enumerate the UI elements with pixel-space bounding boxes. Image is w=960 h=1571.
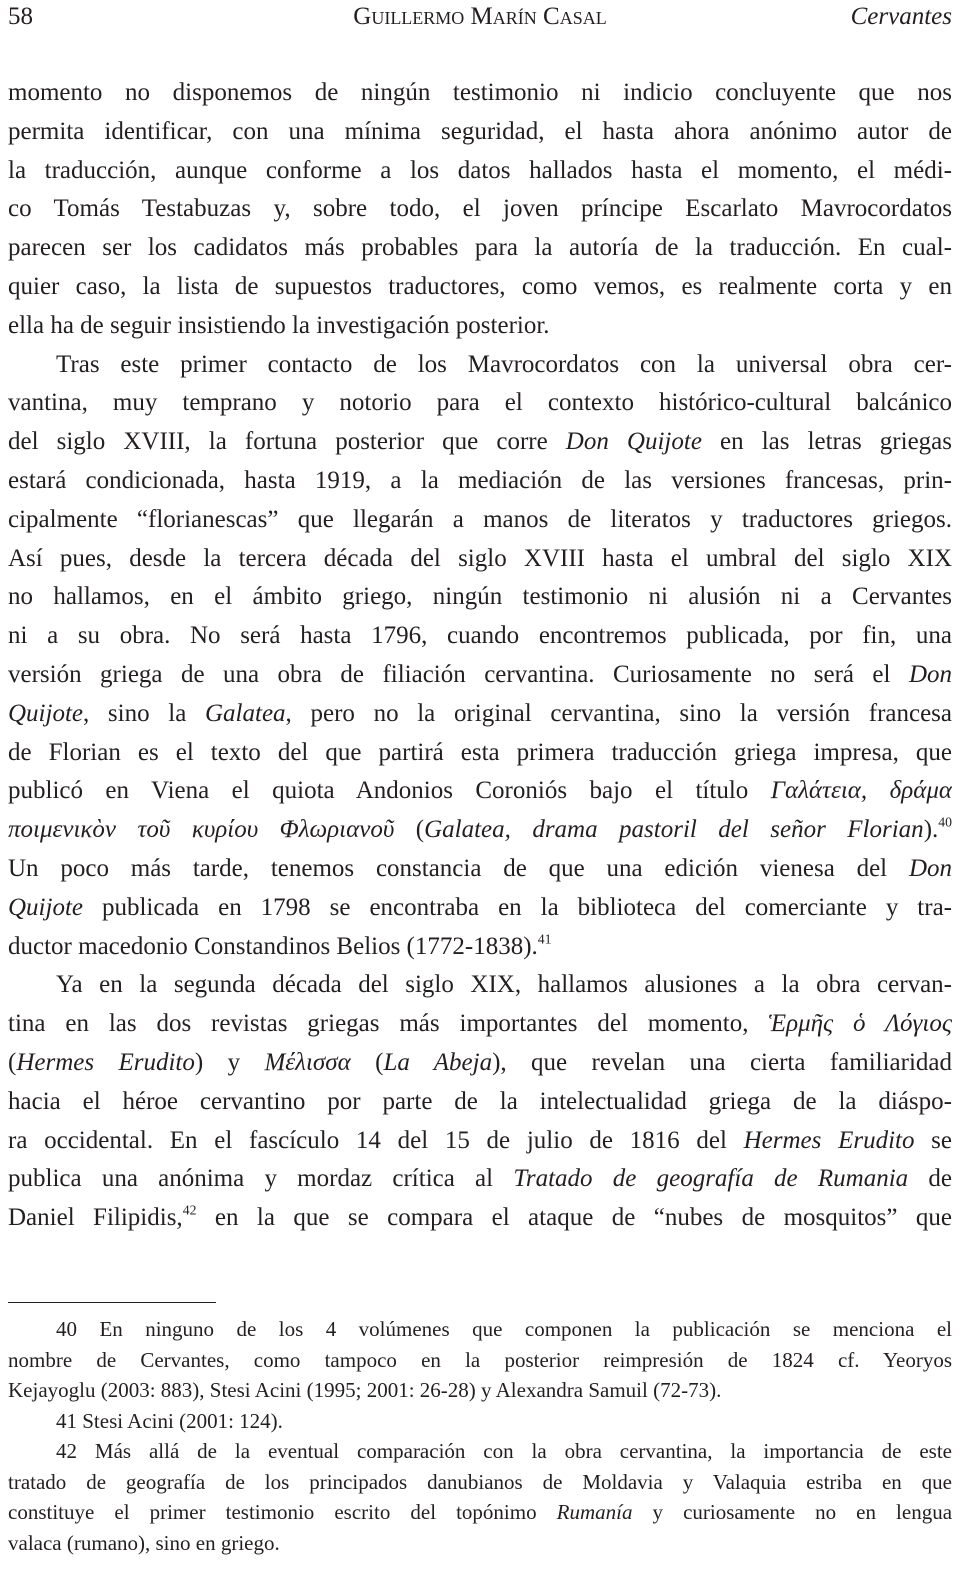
italic-title: Don xyxy=(908,854,952,882)
text-line: vantina, muy temprano y notorio para el contexto histórico-cultural balcánico xyxy=(8,389,952,417)
italic-title: Galatea xyxy=(205,699,286,727)
footnote-divider xyxy=(8,1302,216,1303)
footnote-line: 40 En ninguno de los 4 volúmenes que componen la publicación se menciona el xyxy=(56,1317,952,1341)
footnote-line: valaca (rumano), sino en griego. xyxy=(8,1530,280,1555)
text-line: parecen ser los cadidatos más probables para la autoría de la traducción. En cual- xyxy=(8,234,952,262)
footnote-ref[interactable]: 42 xyxy=(182,1202,197,1218)
running-author: Guillermo Marín Casal xyxy=(353,3,607,30)
italic-title: Galatea, drama pastoril del señor Florian xyxy=(424,816,924,844)
text-line: quier caso, la lista de supuestos traductores, como vemos, es realmente corta y en xyxy=(8,272,952,300)
greek-title: ποιμενικὸν τοῦ κυρίου Φλωριανοῦ xyxy=(8,816,395,844)
footnote-line: tratado de geografía de los principados danubianos de Moldavia y Valaquia estriba en que xyxy=(8,1469,952,1494)
text-line: ra occidental. En el fascículo 14 del 15 de julio de 1816 del Hermes Erudito se xyxy=(8,1126,952,1154)
running-title: Cervantes xyxy=(850,3,952,30)
text-line: hacia el héroe cervantino por parte de la intelectualidad griega de la diáspo- xyxy=(8,1087,952,1115)
italic-title: Hermes Erudito xyxy=(16,1048,195,1076)
text-line: la traducción, aunque conforme a los datos hallados hasta el momento, el médi- xyxy=(8,156,952,184)
italic-title: Quijote xyxy=(8,699,83,727)
italic-title: La Abeja xyxy=(383,1048,493,1076)
paragraph xyxy=(8,346,952,967)
italic-title: Don xyxy=(908,660,952,688)
running-header xyxy=(8,0,952,34)
text-line: publica una anónima y mordaz crítica al Tratado de geografía de Rumania de xyxy=(8,1165,952,1193)
text-line: (Hermes Erudito) y Μέλισσα (La Abeja), que revelan una cierta familiaridad xyxy=(8,1048,952,1076)
text-line: Un poco más tarde, tenemos constancia de que una edición vienesa del Don xyxy=(8,854,952,882)
body-text xyxy=(8,74,952,1238)
text-line: Así pues, desde la tercera década del siglo XVIII hasta el umbral del siglo XIX xyxy=(8,544,952,572)
italic-title: Quijote xyxy=(8,893,83,921)
greek-title: Μέλισσα xyxy=(264,1048,351,1076)
greek-title: Γαλάτεια, δράμα xyxy=(770,777,952,805)
italic-title: Tratado de geografía de Rumania xyxy=(513,1165,909,1193)
italic-title: Don Quijote xyxy=(565,428,702,456)
footnote-ref[interactable]: 41 xyxy=(537,931,552,947)
paragraph xyxy=(8,966,952,1238)
footnote-line: Kejayoglu (2003: 883), Stesi Acini (1995; 2001: 26-28) y Alexandra Samuil (72-73). xyxy=(8,1378,722,1402)
footnote-41 xyxy=(8,1406,952,1437)
footnote-line: constituye el primer testimonio escrito del topónimo Rumanía y curiosamente no en lengua xyxy=(8,1500,952,1524)
text-line: de Florian es el texto del que partirá esta primera traducción griega impresa, que xyxy=(8,738,952,766)
text-line: del siglo XVIII, la fortuna posterior que corre Don Quijote en las letras griegas xyxy=(8,428,952,456)
paragraph xyxy=(8,74,952,346)
footnote-line: nombre de Cervantes, como tampoco en la posterior reimpresión de 1824 cf. Yeoryos xyxy=(8,1347,952,1372)
greek-title: Ἑρμῆς ὁ Λόγιος xyxy=(768,1010,952,1038)
footnote-ref[interactable]: 40 xyxy=(938,814,952,830)
text-line: tina en las dos revistas griegas más importantes del momento, Ἑρμῆς ὁ Λόγιος xyxy=(8,1010,952,1038)
text-line: co Tomás Testabuzas y, sobre todo, el joven príncipe Escarlato Mavrocordatos xyxy=(8,195,952,223)
footnote-42 xyxy=(8,1436,952,1558)
footnote-line: 41 Stesi Acini (2001: 124). xyxy=(56,1408,283,1433)
text-line: publicó en Viena el quiota Andonios Coroniós bajo el título Γαλάτεια, δράμα xyxy=(8,777,952,805)
text-line: momento no disponemos de ningún testimonio ni indicio concluyente que nos xyxy=(8,79,952,106)
text-line: Quijote, sino la Galatea, pero no la original cervantina, sino la versión francesa xyxy=(8,699,952,727)
italic-title: Hermes Erudito xyxy=(743,1126,915,1154)
text-line: ella ha de seguir insistiendo la investigación posterior. xyxy=(8,311,550,339)
text-line: ποιμενικὸν τοῦ κυρίου Φλωριανοῦ (Galatea, drama pastoril del señor Florian).$^{40}$ xyxy=(8,814,952,844)
text-line: Quijote publicada en 1798 se encontraba en la biblioteca del comerciante y tra- xyxy=(8,893,952,921)
text-line: no hallamos, en el ámbito griego, ningún testimonio ni alusión ni a Cervantes xyxy=(8,583,952,611)
text-line: Ya en la segunda década del siglo XIX, hallamos alusiones a la obra cervan- xyxy=(56,971,952,999)
text-line: ductor macedonio Constandinos Belios (1772-1838).$^{41}$ xyxy=(8,931,552,960)
footnote-line: 42 Más allá de la eventual comparación con la obra cervantina, la importancia de este xyxy=(56,1439,952,1463)
text-line: estará condicionada, hasta 1919, a la mediación de las versiones francesas, prin- xyxy=(8,466,952,494)
text-line: permita identificar, con una mínima seguridad, el hasta ahora anónimo autor de xyxy=(8,117,952,145)
text-line: Daniel Filipidis,$^{42}$ en la que se compara el ataque de “nubes de mosquitos” que xyxy=(8,1202,952,1232)
text-line: Tras este primer contacto de los Mavrocordatos con la universal obra cer- xyxy=(56,350,952,378)
footnote-40 xyxy=(8,1314,952,1406)
page-number: 58 xyxy=(8,3,33,30)
text-line: ni a su obra. No será hasta 1796, cuando encontremos publicada, por fin, una xyxy=(8,622,952,650)
italic-term: Rumanía xyxy=(556,1500,633,1524)
text-line: versión griega de una obra de filiación cervantina. Curiosamente no será el Don xyxy=(8,660,952,688)
footnotes xyxy=(8,1314,952,1558)
text-line: cipalmente “florianescas” que llegarán a manos de literatos y traductores griegos. xyxy=(8,505,952,533)
